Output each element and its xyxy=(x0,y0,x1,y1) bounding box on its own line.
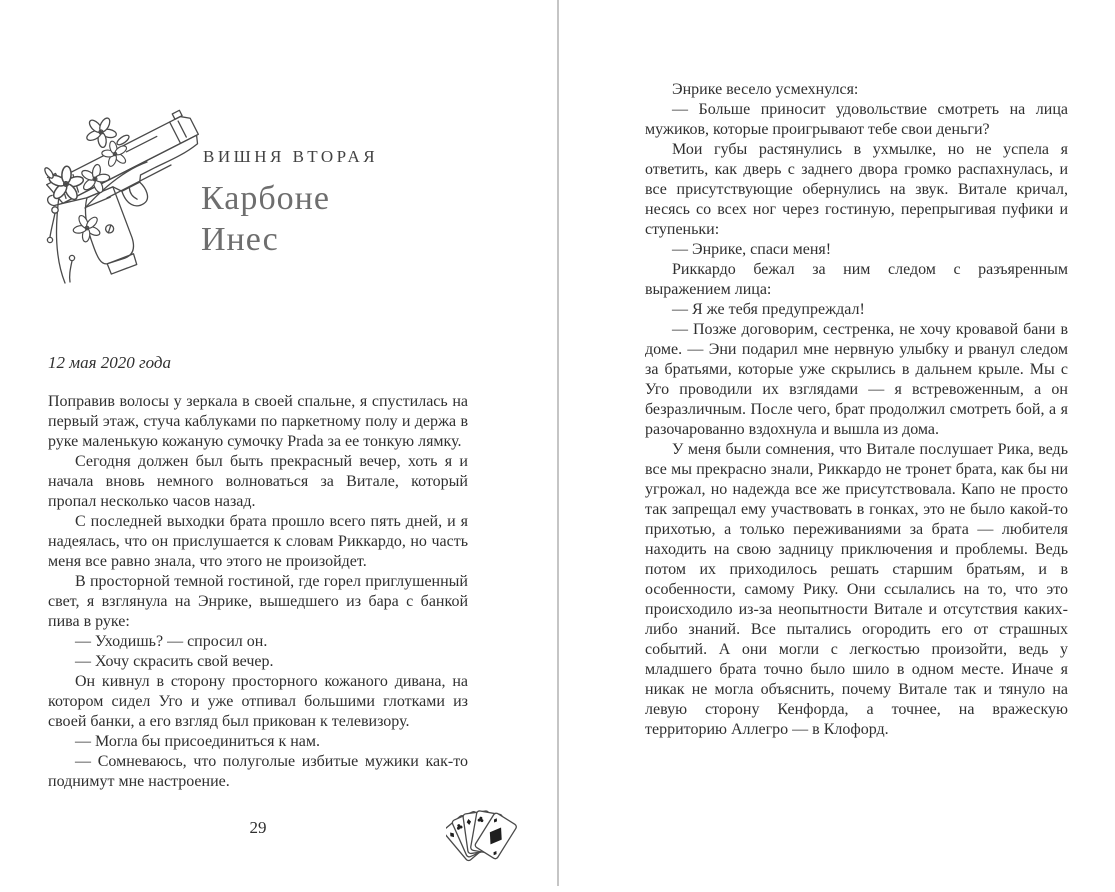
playing-cards-illustration xyxy=(446,796,524,870)
body-paragraph: Риккардо бежал за ним следом с разъяренным выражением лица: xyxy=(645,261,1068,298)
body-paragraph: — Уходишь? — спросил он. xyxy=(75,633,268,650)
right-page-text xyxy=(645,80,1068,740)
body-paragraph: Он кивнул в сторону просторного кожаного дивана, на котором сидел Уго и уже отпивал большими глотками из своей банки, а его взгляд был прикован к телевизору. xyxy=(48,673,468,730)
body-paragraph: С последней выходки брата прошло всего пять дней, и я надеялась, что он прислушается к словам Риккардо, но часть меня все равно знала, что этого не произойдет. xyxy=(48,513,468,570)
body-paragraph: Мои губы растянулись в ухмылке, но не успела я ответить, как дверь с заднего двора громко распахнулась, и все присутствующие обернулись на звук. Витале кричал, несясь со всех ног через гостиную, перепрыгивая пуфики и ступеньки: xyxy=(645,141,1068,238)
body-paragraph: — Я же тебя предупреждал! xyxy=(672,301,865,318)
page-divider xyxy=(557,0,559,886)
chapter-title-line1: Карбоне xyxy=(201,180,330,217)
chapter-date: 12 мая 2020 года xyxy=(48,353,172,372)
left-page-text xyxy=(48,392,468,792)
body-paragraph: — Сомневаюсь, что полуголые избитые мужики как-то поднимут мне настроение. xyxy=(48,753,468,790)
body-paragraph: — Хочу скрасить свой вечер. xyxy=(75,653,274,670)
chapter-title-line2: Инес xyxy=(201,221,279,258)
chapter-kicker: ВИШНЯ ВТОРАЯ xyxy=(203,147,379,166)
body-paragraph: — Могла бы присоединиться к нам. xyxy=(75,733,321,750)
body-paragraph: У меня были сомнения, что Витале послушает Рика, ведь все мы прекрасно знали, Риккардо не тронет брата, как бы ни угрожал, но надежда все же присутствовала. Капо не просто так запрещал ему участвовать в гонках, это не было какой-то прихотью, а только переживаниями за брата — любителя находить на свою задницу приключения и проблемы. Ведь потом их приходилось решать старшим братьям, и в особенности, самому Рику. Они ссылались на то, что это происходило из-за неопытности Витале и отсутствия каких-либо знаний. Все пытались огородить его от страшных событий. А они могли с легкостью произойти, ведь у младшего брата точно было шило в одном месте. Иначе я никак не могла объяснить, почему Витале так и тянуло на левую сторону Кенфорда, а точнее, на вражескую территорию Аллегро — в Клофорд. xyxy=(645,441,1068,738)
page-number: 29 xyxy=(249,818,267,837)
body-paragraph: Поправив волосы у зеркала в своей спальне, я спустилась на первый этаж, стуча каблуками по паркетному полу и держа в руке маленькую кожаную сумочку Prada за ее тонкую лямку. xyxy=(48,393,468,450)
body-paragraph: Энрике весело усмехнулся: xyxy=(672,81,859,98)
body-paragraph: — Больше приносит удовольствие смотреть на лица мужиков, которые проигрывают тебе свои деньги? xyxy=(645,101,1068,138)
body-paragraph: В просторной темной гостиной, где горел приглушенный свет, я взглянула на Энрике, вышедшего из бара с банкой пива в руке: xyxy=(48,573,468,630)
body-paragraph: — Позже договорим, сестренка, не хочу кровавой бани в доме. — Эни подарил мне нервную улыбку и рванул следом за братьями, которые уже скрылись в дальнем крыле. Мы с Уго проводили их взглядами — я встревоженным, а он безразличным. После чего, брат продолжил смотреть бой, а я разочарованно вздохнула и вышла из дома. xyxy=(645,321,1068,438)
chapter-title xyxy=(201,178,330,260)
body-paragraph: — Энрике, спаси меня! xyxy=(672,241,832,258)
body-paragraph: Сегодня должен был быть прекрасный вечер, хоть я и начала вновь немного волноваться за Витале, который пропал несколько часов назад. xyxy=(48,453,468,510)
